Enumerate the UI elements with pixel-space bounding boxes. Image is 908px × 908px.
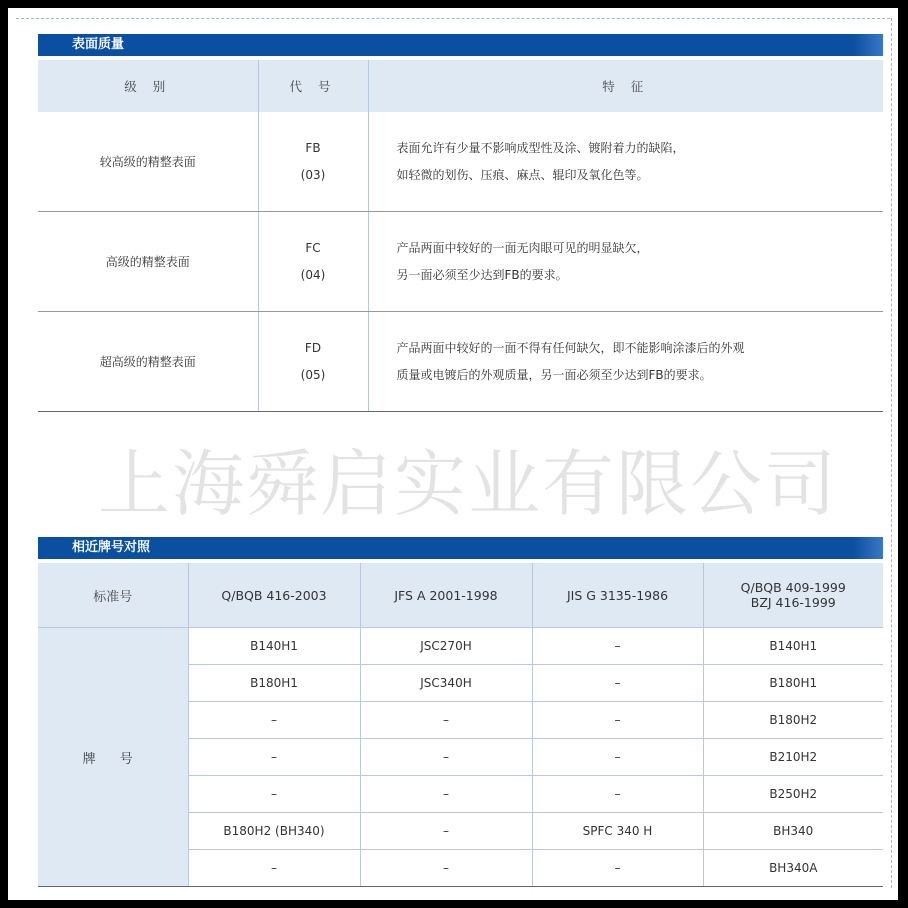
grade-cell: –	[360, 739, 532, 776]
feature-line: 质量或电镀后的外观质量，另一面必须至少达到FB的要求。	[396, 367, 712, 382]
code-cell	[258, 212, 368, 312]
header-code: 代 号	[258, 60, 368, 112]
page	[8, 8, 898, 900]
feature-line: 表面允许有少量不影响成型性及涂、镀附着力的缺陷，	[396, 140, 685, 155]
feature-cell	[368, 312, 883, 412]
grade-cell: B250H2	[703, 776, 883, 813]
surface-quality-title: 表面质量	[72, 37, 125, 52]
grade-cell: BH340A	[703, 850, 883, 887]
level-cell: 较高级的精整表面	[38, 112, 258, 212]
standard-header	[703, 563, 883, 628]
table-header-row	[38, 563, 883, 628]
code: FC	[305, 240, 321, 255]
table-row	[38, 212, 883, 312]
table-row	[38, 312, 883, 412]
grade-cell: JSC340H	[360, 665, 532, 702]
surface-quality-title-bar	[38, 34, 883, 56]
code: FB	[305, 140, 321, 155]
grade-cell: BH340	[703, 813, 883, 850]
standard-header: JIS G 3135-1986	[532, 563, 703, 628]
table-header-row	[38, 60, 883, 112]
dashed-border-right	[891, 18, 892, 888]
grade-cell: B140H1	[703, 628, 883, 665]
surface-quality-table	[38, 60, 883, 412]
standard-label: 标准号	[38, 563, 188, 628]
feature-line: 如轻微的划伤、压痕、麻点、辊印及氧化色等。	[396, 167, 649, 182]
company-watermark: 上海舜启实业有限公司	[97, 442, 838, 526]
table-row	[38, 112, 883, 212]
feature-line: 产品两面中较好的一面无肉眼可见的明显缺欠，	[396, 240, 649, 255]
grade-cell: JSC270H	[360, 628, 532, 665]
grade-cell: –	[188, 739, 360, 776]
grade-label: 牌 号	[38, 628, 188, 887]
code-cell	[258, 112, 368, 212]
standard-header: Q/BQB 416-2003	[188, 563, 360, 628]
grade-cell: –	[188, 702, 360, 739]
feature-cell	[368, 112, 883, 212]
level-cell: 高级的精整表面	[38, 212, 258, 312]
level-cell: 超高级的精整表面	[38, 312, 258, 412]
table-row	[38, 628, 883, 665]
grade-cell: B180H2 (BH340)	[188, 813, 360, 850]
code-number: (03)	[300, 167, 326, 182]
grade-cell: –	[188, 776, 360, 813]
standard-header: JFS A 2001-1998	[360, 563, 532, 628]
header-level: 级 别	[38, 60, 258, 112]
grade-cell: B180H1	[703, 665, 883, 702]
grade-cell: B210H2	[703, 739, 883, 776]
grade-cell: –	[360, 813, 532, 850]
standard-header-line: Q/BQB 409-1999	[740, 580, 846, 595]
grade-cell: B180H2	[703, 702, 883, 739]
feature-line: 产品两面中较好的一面不得有任何缺欠，即不能影响涂漆后的外观	[396, 340, 745, 355]
code-number: (05)	[300, 367, 326, 382]
grade-cell: –	[532, 850, 703, 887]
grade-comparison-table	[38, 563, 883, 887]
code: FD	[304, 340, 322, 355]
grade-cell: B140H1	[188, 628, 360, 665]
code-number: (04)	[300, 267, 326, 282]
header-feature: 特 征	[368, 60, 883, 112]
grade-cell: –	[188, 850, 360, 887]
grade-cell: –	[532, 776, 703, 813]
grade-comparison-title: 相近牌号对照	[72, 540, 151, 555]
grade-cell: –	[532, 665, 703, 702]
feature-cell	[368, 212, 883, 312]
feature-line: 另一面必须至少达到FB的要求。	[396, 267, 568, 282]
grade-cell: –	[360, 702, 532, 739]
grade-cell: –	[532, 628, 703, 665]
grade-cell: –	[532, 739, 703, 776]
code-cell	[258, 312, 368, 412]
grade-cell: –	[532, 702, 703, 739]
grade-cell: –	[360, 850, 532, 887]
standard-header-line: BZJ 416-1999	[750, 595, 836, 610]
grade-comparison-title-bar	[38, 537, 883, 559]
grade-cell: B180H1	[188, 665, 360, 702]
grade-cell: –	[360, 776, 532, 813]
grade-cell: SPFC 340 H	[532, 813, 703, 850]
dashed-border-top	[16, 18, 890, 19]
